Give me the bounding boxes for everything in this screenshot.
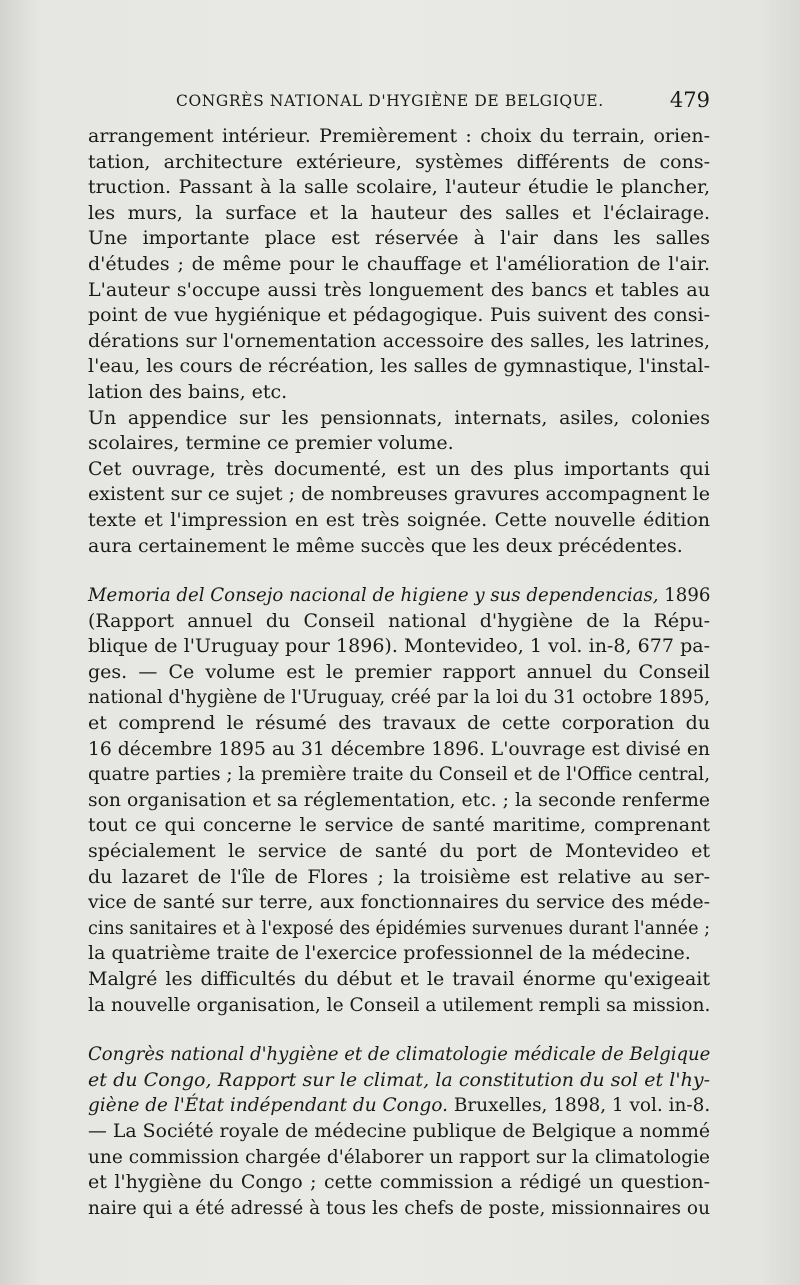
entry-subtitle-end: giène de l'État indépendant du Congo. <box>88 1094 448 1117</box>
intro-section <box>88 124 710 559</box>
text-line: truction. Passant à la salle scolaire, l'auteur étudie le plancher, <box>88 176 710 199</box>
entry-title-line <box>88 1068 710 1094</box>
text-line: les murs, la surface et la hauteur des salles et l'éclairage. <box>88 201 710 224</box>
text-line: Malgré les difficultés du début et le travail énorme qu'exigeait <box>88 968 710 990</box>
text-line: d'études ; de même pour le chauffage et l'amélioration de l'air. <box>88 252 710 275</box>
text-line: Un appendice sur les pensionnats, internats, asiles, colonies <box>88 406 710 429</box>
text-line: L'auteur s'occupe aussi très longuement des bancs et tables au <box>88 278 710 301</box>
entry-title-line <box>88 1093 710 1119</box>
text-line: (Rapport annuel du Conseil national d'hygiène de la Répu- <box>88 609 710 632</box>
text-line: scolaires, termine ce premier volume. <box>88 432 454 455</box>
text-line: arrangement intérieur. Premièrement : choix du terrain, orien- <box>88 125 710 147</box>
text-line: spécialement le service de santé du port de Montevideo et <box>88 840 710 863</box>
entry-subtitle: Rapport sur le climat, la constitution du sol et l'hy- <box>217 1068 710 1091</box>
text-line: naire qui a été adressé à tous les chefs de poste, missionnaires ou <box>88 1196 710 1219</box>
text-line: — La Société royale de médecine publique de Belgique a nommé <box>88 1119 711 1142</box>
text-line: vice de santé sur terre, aux fonctionnaires du service des méde- <box>88 891 710 914</box>
text-line: lation des bains, etc. <box>88 380 288 403</box>
text-line: blique de l'Uruguay pour 1896). Montevideo, 1 vol. in-8, 677 pa- <box>88 635 710 658</box>
text-line: tout ce qui concerne le service de santé maritime, comprenant <box>88 814 710 837</box>
text-line: ges. — Ce volume est le premier rapport annuel du Conseil <box>88 660 710 683</box>
entry-publication: Bruxelles, 1898, 1 vol. in-8. <box>447 1094 711 1117</box>
entry-title-line <box>88 583 710 609</box>
congres-entry <box>88 1042 710 1221</box>
header-title: CONGRÈS NATIONAL D'HYGIÈNE DE BELGIQUE. <box>176 92 604 110</box>
text-line: dérations sur l'ornementation accessoire des salles, les latrines, <box>88 329 710 352</box>
page-number: 479 <box>669 88 710 112</box>
text-line: Une importante place est réservée à l'air dans les salles <box>88 227 710 250</box>
text-line: texte et l'impression en est très soignée. Cette nouvelle édition <box>88 508 710 531</box>
text-line: point de vue hygiénique et pédagogique. Puis suivent des consi- <box>88 304 710 327</box>
entry-title: Memoria del Consejo nacional de higiene y sus dependencias, <box>88 584 659 607</box>
text-line: une commission chargée d'élaborer un rapport sur la climatologie <box>88 1145 710 1168</box>
text-line: son organisation et sa réglementation, etc. ; la seconde renferme <box>88 788 710 811</box>
text-line: existent sur ce sujet ; de nombreuses gravures accompagnent le <box>88 483 710 506</box>
text-line: national d'hygiène de l'Uruguay, créé par la loi du 31 octobre 1895, <box>88 686 710 709</box>
text-line: 16 décembre 1895 au 31 décembre 1896. L'ouvrage est divisé en <box>88 737 710 760</box>
entry-title-part: et du Congo, <box>88 1068 218 1091</box>
text-line: aura certainement le même succès que les deux précédentes. <box>88 534 683 557</box>
entry-title: Congrès national d'hygiène et de climatologie médicale de Belgique <box>88 1043 711 1066</box>
text-line: du lazaret de l'île de Flores ; la troisième est relative au ser- <box>88 865 710 888</box>
memoria-entry <box>88 583 710 1018</box>
text-line: quatre parties ; la première traite du Conseil et de l'Office central, <box>88 763 711 786</box>
text-line: la quatrième traite de l'exercice professionnel de la médecine. <box>88 942 691 965</box>
body-text <box>88 124 710 1221</box>
text-line: l'eau, les cours de récréation, les salles de gymnastique, l'instal- <box>88 355 710 378</box>
text-line: cins sanitaires et à l'exposé des épidémies survenues durant l'année ; <box>88 916 710 939</box>
text-line: Cet ouvrage, très documenté, est un des plus importants qui <box>88 457 710 480</box>
text-line: tation, architecture extérieure, systèmes différents de cons- <box>88 150 710 173</box>
text-line: la nouvelle organisation, le Conseil a utilement rempli sa mission. <box>88 993 711 1016</box>
entry-year: 1896 <box>658 584 711 607</box>
text-line: et comprend le résumé des travaux de cette corporation du <box>88 712 710 735</box>
text-line: et l'hygiène du Congo ; cette commission a rédigé un question- <box>88 1171 710 1194</box>
